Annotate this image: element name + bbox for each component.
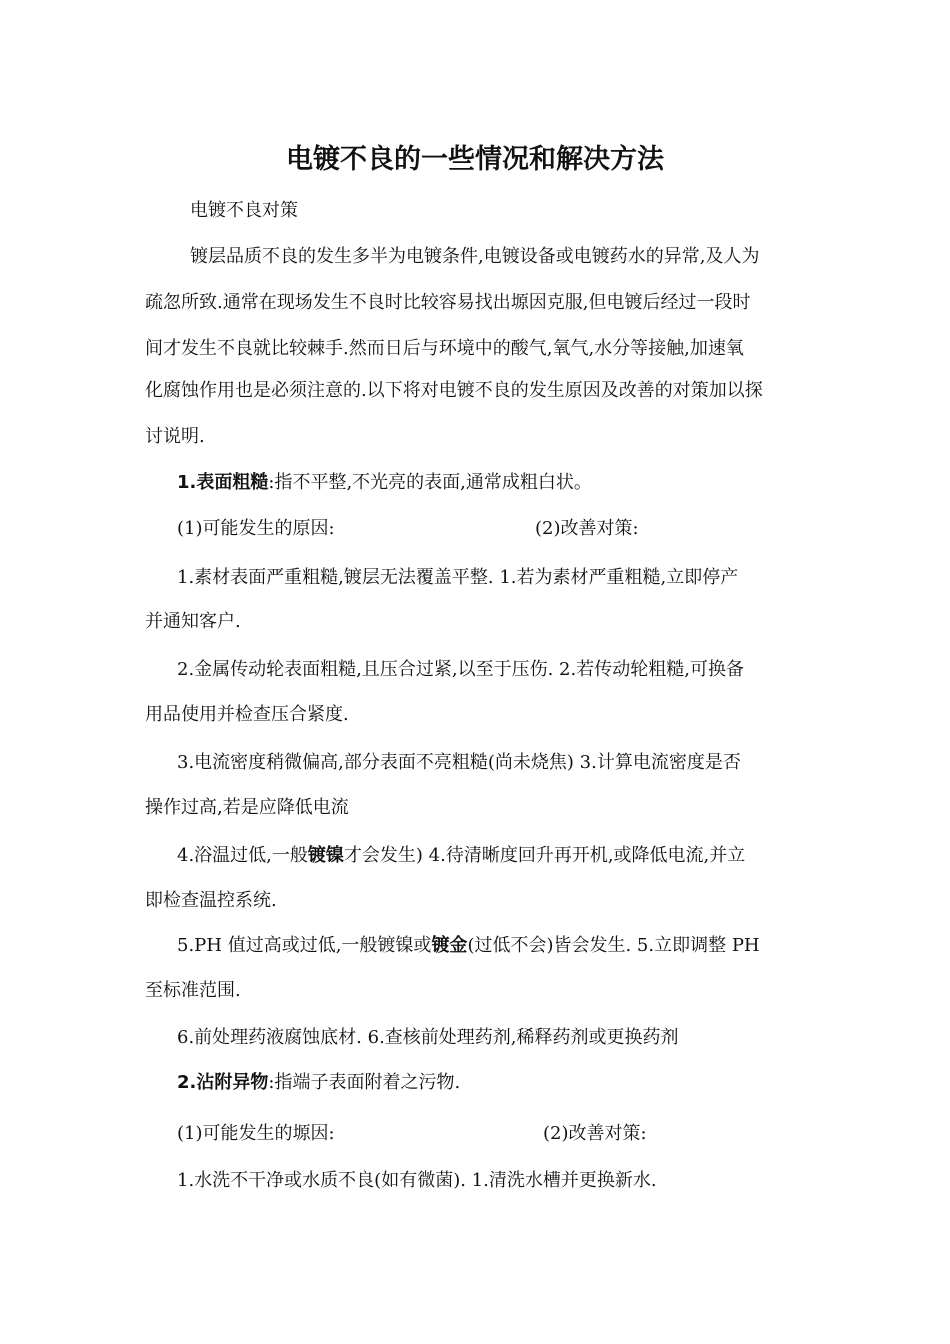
subtitle: 电镀不良对策: [190, 200, 298, 221]
section2-heading-line: [177, 1068, 460, 1098]
section1-item1-line-a: 1.素材表面严重粗糙,镀层无法覆盖平整. 1.若为素材严重粗糙,立即停产: [177, 567, 739, 588]
section1-item6: 6.前处理药液腐蚀底材. 6.查核前处理药剂,稀释药剂或更换药剂: [177, 1027, 679, 1048]
section2-col-cause: (1)可能发生的塬因:: [177, 1123, 335, 1144]
section1-item2-line-b: 用品使用并检查压合紧度.: [145, 704, 349, 725]
intro-line-5: 讨说明.: [145, 426, 205, 447]
section1-item5-bold: 镀金: [431, 935, 468, 956]
section2-item1: 1.水洗不干净或水质不良(如有微菌). 1.清洗水槽并更换新水.: [177, 1170, 657, 1191]
section1-item5-line-b: 至标准范围.: [145, 980, 241, 1001]
section2-col-fix: (2)改善对策:: [543, 1123, 647, 1144]
section1-heading: 表面粗糙: [196, 472, 269, 493]
section1-item2-line-a: 2.金属传动轮表面粗糙,且压合过紧,以至于压伤. 2.若传动轮粗糙,可换备: [177, 659, 744, 680]
document-title: 电镀不良的一些情况和解决方法: [286, 144, 664, 175]
section1-number: 1.: [177, 472, 197, 493]
section1-desc: :指不平整,不光亮的表面,通常成粗白状。: [268, 472, 592, 493]
section1-item5-post: (过低不会)皆会发生. 5.立即调整 PH: [467, 935, 760, 956]
section2-heading: 沾附异物: [196, 1072, 269, 1093]
section1-item3-line-a: 3.电流密度稍微偏高,部分表面不亮粗糙(尚未烧焦) 3.计算电流密度是否: [177, 752, 741, 773]
section1-col-cause: (1)可能发生的原因:: [177, 518, 335, 539]
intro-line-3: 间才发生不良就比较棘手.然而日后与环境中的酸气,氧气,水分等接触,加速氧: [145, 338, 744, 359]
section1-item4-pre: 4.浴温过低,一般: [177, 845, 308, 866]
section1-col-fix: (2)改善对策:: [535, 518, 639, 539]
section1-item5-pre: 5.PH 值过高或过低,一般镀镍或: [177, 935, 432, 956]
section1-item5-line-a: [177, 931, 760, 961]
section2-number: 2.: [177, 1072, 197, 1093]
section1-item1-line-b: 并通知客户.: [145, 611, 241, 632]
intro-line-1: 镀层品质不良的发生多半为电镀条件,电镀设备或电镀药水的异常,及人为: [190, 246, 760, 267]
section1-heading-line: [177, 468, 592, 498]
section1-item3-line-b: 操作过高,若是应降低电流: [145, 797, 349, 818]
intro-line-2: 疏忽所致.通常在现场发生不良时比较容易找出塬因克服,但电镀后经过一段时: [145, 292, 751, 313]
intro-line-4: 化腐蚀作用也是必须注意的.以下将对电镀不良的发生原因及改善的对策加以探: [145, 380, 763, 401]
section1-item4-line-a: [177, 841, 745, 871]
section1-item4-line-b: 即检查温控系统.: [145, 890, 277, 911]
section2-desc: :指端子表面附着之污物.: [268, 1072, 461, 1093]
section1-item4-bold: 镀镍: [307, 845, 344, 866]
section1-item4-post: 才会发生) 4.待清晰度回升再开机,或降低电流,并立: [343, 845, 746, 866]
